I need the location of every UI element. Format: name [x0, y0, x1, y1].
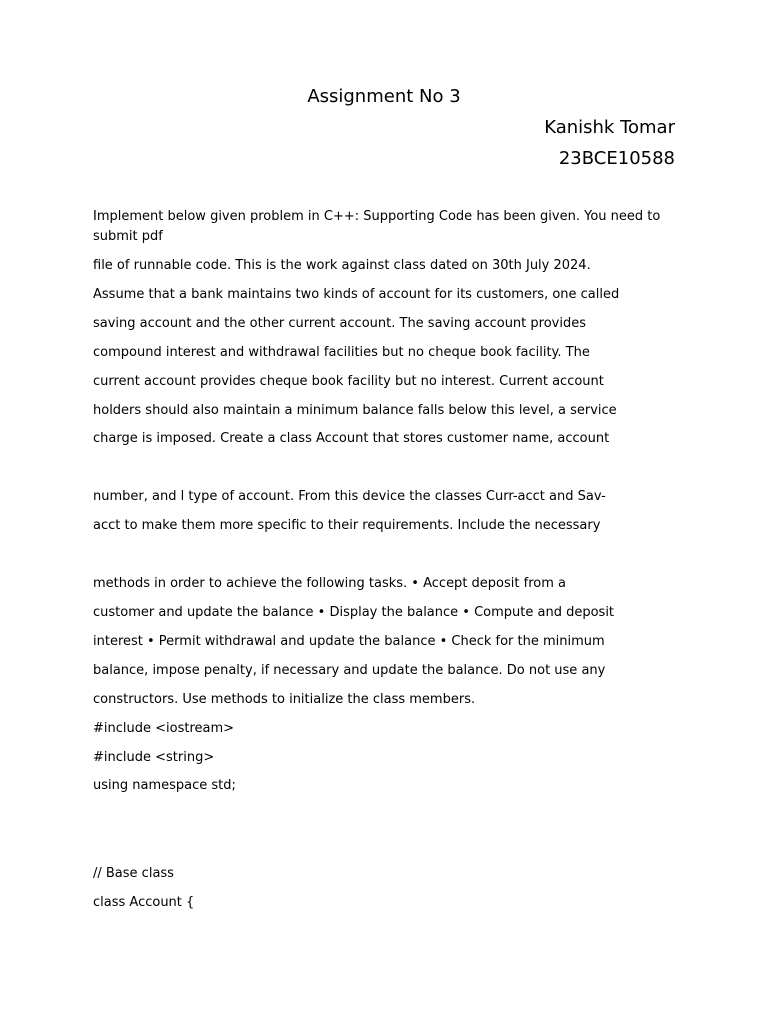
code-line: class Account { [93, 895, 195, 910]
code-line: // Base class [93, 866, 174, 881]
body-line: charge is imposed. Create a class Account that stores customer name, account [93, 431, 610, 446]
body-line: compound interest and withdrawal facilities but no cheque book facility. The [93, 345, 590, 360]
document-title: Assignment No 3 [307, 86, 461, 107]
roll-number: 23BCE10588 [558, 148, 675, 169]
body-line: Implement below given problem in C++: Supporting Code has been given. You need to [93, 209, 661, 224]
body-line: submit pdf [93, 229, 163, 244]
body-line: holders should also maintain a minimum balance falls below this level, a service [93, 403, 617, 418]
author-name: Kanishk Tomar [544, 117, 675, 138]
code-line: #include <iostream> [93, 721, 235, 736]
body-line: current account provides cheque book facility but no interest. Current account [93, 374, 604, 389]
body-line: Assume that a bank maintains two kinds of account for its customers, one called [93, 287, 620, 302]
code-line: using namespace std; [93, 778, 236, 793]
body-line: number, and l type of account. From this device the classes Curr-acct and Sav- [93, 489, 606, 504]
body-line: acct to make them more specific to their requirements. Include the necessary [93, 518, 601, 533]
body-line: interest • Permit withdrawal and update the balance • Check for the minimum [93, 634, 605, 649]
body-line: methods in order to achieve the following tasks. • Accept deposit from a [93, 576, 566, 591]
body-line: balance, impose penalty, if necessary and update the balance. Do not use any [93, 663, 606, 678]
body-line: constructors. Use methods to initialize the class members. [93, 692, 476, 707]
body-line: file of runnable code. This is the work against class dated on 30th July 2024. [93, 258, 591, 273]
body-line: saving account and the other current account. The saving account provides [93, 316, 586, 331]
code-line: #include <string> [93, 750, 215, 765]
body-line: customer and update the balance • Display the balance • Compute and deposit [93, 605, 615, 620]
